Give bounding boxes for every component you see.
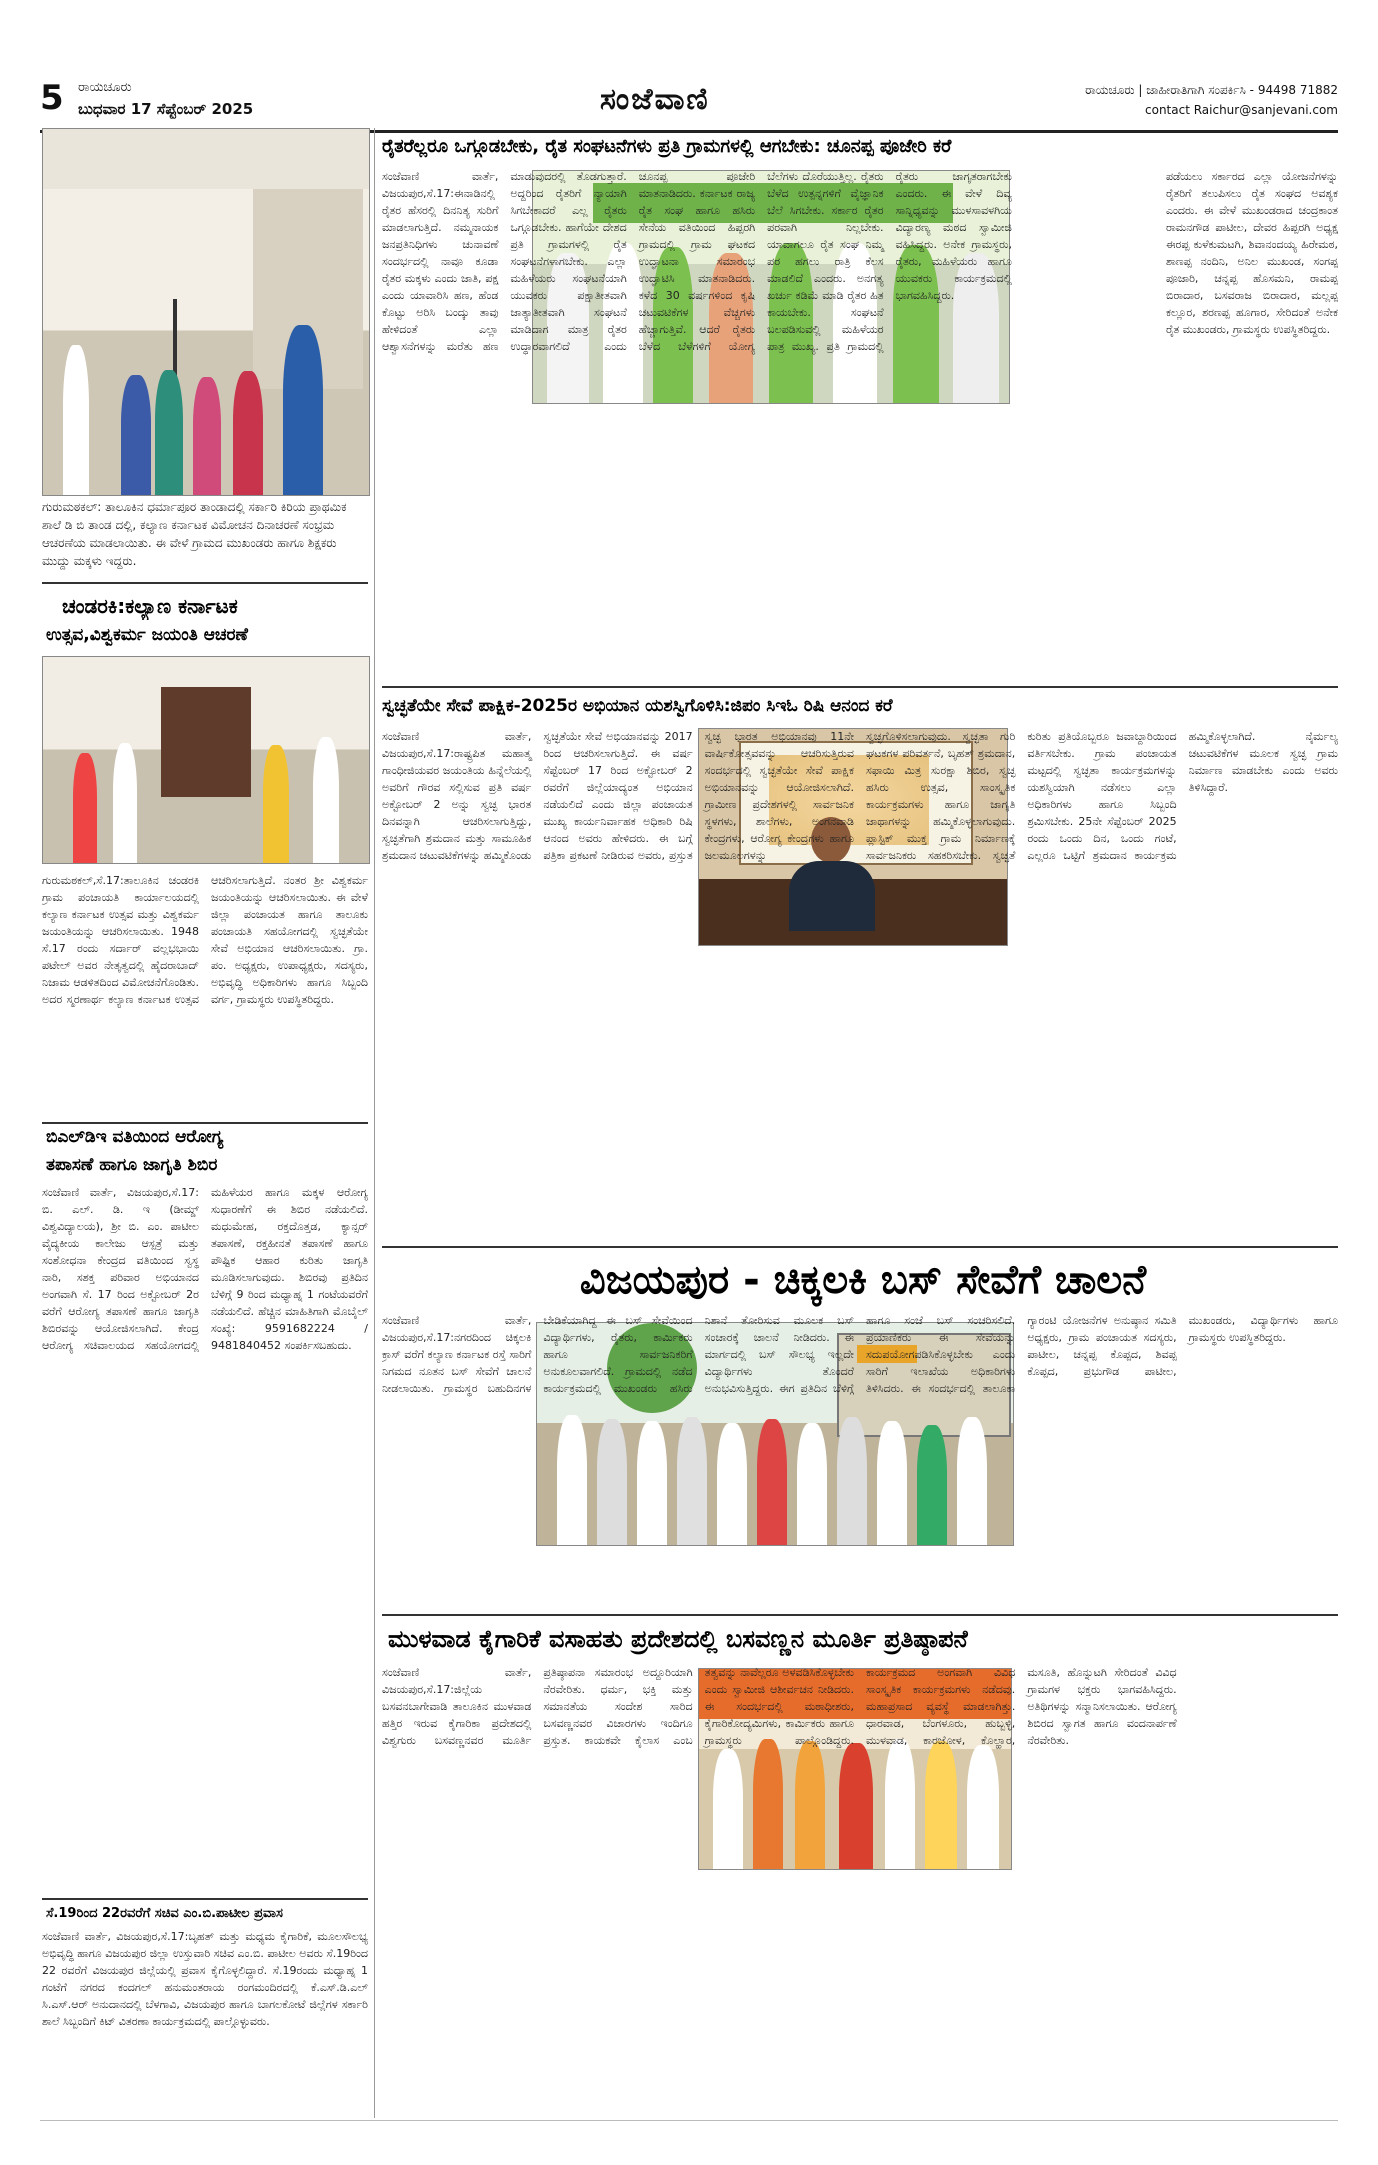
story4-headline: ಸೆ.19ರಿಂದ 22ರವರೆಗೆ ಸಚಿವ ಎಂ.ಬಿ.ಪಾಟೀಲ ಪ್ರವಾಸ [46, 1906, 283, 1921]
story4-body: ಸಂಜೆವಾಣಿ ವಾರ್ತೆ, ವಿಜಯಪುರ,ಸೆ.17:ಬೃಹತ್ ಮತ್ತು ಮಧ್ಯಮ ಕೈಗಾರಿಕೆ, ಮೂಲಸೌಲಭ್ಯ ಅಭಿವೃದ್ಧಿ ಹಾಗೂ ವಿಜಯಪುರ ಜಿಲ್ಲಾ ಉಸ್ತುವಾರಿ ಸಚಿವ ಎಂ.ಬಿ. ಪಾಟೀಲ ಅವರು ಸೆ.19ರಿಂದ 22 ರವರೆಗೆ ವಿಜಯಪುರ ಜಿಲ್ಲೆಯಲ್ಲಿ ಪ್ರವಾಸ ಕೈಗೊಳ್ಳಲಿದ್ದಾರೆ. ಸೆ.19ರಂದು ಮಧ್ಯಾಹ್ನ 1 ಗಂಟೆಗೆ ನಗರದ ಕಂದಗಲ್ ಹನುಮಂತರಾಯ ರಂಗಮಂದಿರದಲ್ಲಿ ಕೆ.ಎಸ್.ಡಿ.ಎಲ್ ಸಿ.ಎಸ್.ಆರ್ ಅನುದಾನದಲ್ಲಿ ಬೆಳಗಾವಿ, ವಿಜಯಪುರ ಹಾಗೂ ಬಾಗಲಕೋಟೆ ಜಿಲ್ಲೆಗಳ ಸರ್ಕಾರಿ ಶಾಲೆ ಸಿಬ್ಬಂದಿಗೆ ಕಿಟ್ ವಿತರಣಾ ಕಾರ್ಯಕ್ರಮದಲ್ಲಿ ಪಾಲ್ಗೊಳ್ಳುವರು. [42, 1930, 368, 2028]
photo-chandaraki [42, 656, 370, 864]
masthead-logo [600, 78, 710, 122]
photo1-caption: ಗುರುಮಠಕಲ್: ತಾಲೂಕಿನ ಧರ್ಮಾಪೂರ ತಾಂಡಾದಲ್ಲಿ ಸರ್ಕಾರಿ ಕಿರಿಯ ಪ್ರಾಥಮಿಕ ಶಾಲೆ ಡಿ ಬಿ ತಾಂಡ ದಲ್ಲಿ, ಕಲ್ಯಾಣ ಕರ್ನಾಟಕ ವಿಮೋಚನ ದಿನಾಚರಣೆ ಸಂಭ್ರಮ ಆಚರಣೆಯ ಮಾಡಲಾಯಿತು. ಈ ವೇಳೆ ಗ್ರಾಮದ ಮುಖಂಡರು ಹಾಗೂ ಶಿಕ್ಷಕರು ಮುದ್ದು ಮಕ್ಕಳು ಇದ್ದರು. [42, 500, 347, 568]
page-number: 5 [40, 78, 64, 118]
story5-headline: ಸ್ವಚ್ಛತೆಯೇ ಸೇವೆ ಪಾಕ್ಷಿಕ-2025ರ ಅಭಿಯಾನ ಯಶಸ್ವಿಗೊಳಿಸಿ:ಜಿಪಂ ಸಿಇಓ ರಿಷಿ ಆನಂದ ಕರೆ [382, 696, 893, 716]
photo-school-event [42, 128, 370, 496]
story3-body: ಸಂಜೆವಾಣಿ ವಾರ್ತೆ, ವಿಜಯಪುರ,ಸೆ.17: ಬಿ. ಎಲ್. ಡಿ. ಇ (ಡೀಮ್ಡ್ ವಿಶ್ವವಿದ್ಯಾಲಯ), ಶ್ರೀ ಬಿ. ಎಂ. ಪಾಟೀಲ ವೈದ್ಯಕೀಯ ಕಾಲೇಜು ಆಸ್ಪತ್ರೆ ಮತ್ತು ಸಂಶೋಧನಾ ಕೇಂದ್ರದ ವತಿಯಿಂದ ಸ್ವಸ್ಥ ನಾರಿ, ಸಶಕ್ತ ಪರಿವಾರ ಅಭಿಯಾನದ ಅಂಗವಾಗಿ ಸೆ. 17 ರಿಂದ ಅಕ್ಟೋಬರ್ 2ರ ವರೆಗೆ ಆರೋಗ್ಯ ತಪಾಸಣೆ ಹಾಗೂ ಜಾಗೃತಿ ಶಿಬಿರವನ್ನು ಆಯೋಜಿಸಲಾಗಿದೆ. ಕೇಂದ್ರ ಆರೋಗ್ಯ ಸಚಿವಾಲಯದ ಸಹಯೋಗದಲ್ಲಿ ಮಹಿಳೆಯರ ಹಾಗೂ ಮಕ್ಕಳ ಆರೋಗ್ಯ ಸುಧಾರಣೆಗೆ ಈ ಶಿಬಿರ ನಡೆಯಲಿದೆ. ಮಧುಮೇಹ, ರಕ್ತದೊತ್ತಡ, ಕ್ಯಾನ್ಸರ್ ತಪಾಸಣೆ, ರಕ್ತಹೀನತೆ ತಪಾಸಣೆ ಹಾಗೂ ಪೌಷ್ಟಿಕ ಆಹಾರ ಕುರಿತು ಜಾಗೃತಿ ಮೂಡಿಸಲಾಗುವುದು. ಶಿಬಿರವು ಪ್ರತಿದಿನ ಬೆಳಿಗ್ಗೆ 9 ರಿಂದ ಮಧ್ಯಾಹ್ನ 1 ಗಂಟೆಯವರೆಗೆ ನಡೆಯಲಿದೆ. ಹೆಚ್ಚಿನ ಮಾಹಿತಿಗಾಗಿ ಮೊಬೈಲ್ ಸಂಖ್ಯೆ: 9591682224 / 9481840452 ಸಂಪರ್ಕಿಸಬಹುದು. [42, 1186, 368, 1352]
story1-headline: ರೈತರೆಲ್ಲರೂ ಒಗ್ಗೂಡಬೇಕು, ರೈತ ಸಂಘಟನೆಗಳು ಪ್ರತಿ ಗ್ರಾಮಗಳಲ್ಲಿ ಆಗಬೇಕು: ಚೂನಪ್ಪ ಪೂಜೇರಿ ಕರೆ [382, 136, 952, 157]
story2-headline-1: ಚಂಡರಕಿ:ಕಲ್ಯಾಣ ಕರ್ನಾಟಕ [62, 594, 238, 618]
story2-body: ಗುರುಮಠಕಲ್,ಸೆ.17:ತಾಲೂಕಿನ ಚಂಡರಕಿ ಗ್ರಾಮ ಪಂಚಾಯತಿ ಕಾರ್ಯಾಲಯದಲ್ಲಿ ಕಲ್ಯಾಣ ಕರ್ನಾಟಕ ಉತ್ಸವ ಮತ್ತು ವಿಶ್ವಕರ್ಮ ಜಯಂತಿಯನ್ನು ಆಚರಿಸಲಾಯಿತು. 1948 ಸೆ.17 ರಂದು ಸರ್ದಾರ್ ವಲ್ಲಭಭಾಯಿ ಪಟೇಲ್ ಅವರ ನೇತೃತ್ವದಲ್ಲಿ ಹೈದರಾಬಾದ್ ನಿಜಾಮ ಆಡಳಿತದಿಂದ ವಿಮೋಚನೆಗೊಂಡಿತು. ಅದರ ಸ್ಮರಣಾರ್ಥ ಕಲ್ಯಾಣ ಕರ್ನಾಟಕ ಉತ್ಸವ ಆಚರಿಸಲಾಗುತ್ತಿದೆ. ನಂತರ ಶ್ರೀ ವಿಶ್ವಕರ್ಮ ಜಯಂತಿಯನ್ನು ಆಚರಿಸಲಾಯಿತು. ಈ ವೇಳೆ ಜಿಲ್ಲಾ ಪಂಚಾಯತ ಹಾಗೂ ತಾಲೂಕು ಪಂಚಾಯತಿ ಸಹಯೋಗದಲ್ಲಿ ಸ್ವಚ್ಛತೆಯೇ ಸೇವೆ ಅಭಿಯಾನ ಆಚರಿಸಲಾಯಿತು. ಗ್ರಾ. ಪಂ. ಅಧ್ಯಕ್ಷರು, ಉಪಾಧ್ಯಕ್ಷರು, ಸದಸ್ಯರು, ಅಭಿವೃದ್ಧಿ ಅಧಿಕಾರಿಗಳು ಹಾಗೂ ಸಿಬ್ಬಂದಿ ವರ್ಗ, ಗ್ರಾಮಸ್ಥರು ಉಪಸ್ಥಿತರಿದ್ದರು. [42, 874, 368, 1006]
story7-headline: ಮುಳವಾಡ ಕೈಗಾರಿಕೆ ವಸಾಹತು ಪ್ರದೇಶದಲ್ಲಿ ಬಸವಣ್ಣನ ಮೂರ್ತಿ ಪ್ರತಿಷ್ಠಾಪನೆ [388, 1625, 968, 1653]
header-contact [1085, 80, 1338, 120]
story6-headline: ವಿಜಯಪುರ - ಚಿಕ್ಕಲಕಿ ಬಸ್ ಸೇವೆಗೆ ಚಾಲನೆ [579, 1257, 1147, 1303]
story3-headline-2: ತಪಾಸಣೆ ಹಾಗೂ ಜಾಗೃತಿ ಶಿಬಿರ [46, 1155, 218, 1175]
story1-body: ಸಂಜೆವಾಣಿ ವಾರ್ತೆ, ವಿಜಯಪುರ,ಸೆ.17:ಈನಾಡಿನಲ್ಲಿ ರೈತರ ಹೆಸರಲ್ಲಿ ದಿನನಿತ್ಯ ಸುರಿಗೆ ಮಾಡಲಾಗುತ್ತಿದೆ. ನಮ್ಮನಾಯಕ ಜನಪ್ರತಿನಿಧಿಗಳು ಚುನಾವಣೆ ಸಂದರ್ಭದಲ್ಲಿ ನಾವೂ ಕೂಡಾ ರೈತರ ಮಕ್ಕಳು ಎಂದು ಜಾತಿ, ಪಕ್ಷ ಎಂದು ಯಾವಾರಿಸಿ ಹಣ, ಹೆಂಡ ಕೊಟ್ಟು ಅರಿಸಿ ಬಂದ್ಕು ತಾವು ಹೇಳಿದಂತೆ ಎಲ್ಲಾ ಆಶ್ವಾಸನೆಗಳನ್ನು ಮರೆತು ಹಣ ಮಾಡುವುದರಲ್ಲಿ ತೊಡಗುತ್ತಾರೆ. ಅದ್ದರಿಂದ ರೈತರಿಗೆ ನ್ಯಾಯಾಗಿ ಸಿಗಬೇಕಾದರೆ ಎಲ್ಲ ರೈತರು ಒಗ್ಗೂಡಬೇಕು. ಹಾಗೆಯೇ ದೇಶದ ಪ್ರತಿ ಗ್ರಾಮಗಳಲ್ಲಿ ರೈತ ಸಂಘಟನೆಗಳಾಗಬೇಕು. ಎಲ್ಲಾ ಮಹಿಳೆಯರು ಸಂಘಟನೆಯಾಗಿ ಯುವಕರು ಪಕ್ಷಾತೀತವಾಗಿ ಜಾತ್ಯಾತೀತವಾಗಿ ಸಂಘಟನೆ ಮಾಡಿದಾಗ ಮಾತ್ರ ರೈತರ ಉದ್ಧಾರವಾಗಲಿದೆ ಎಂದು ಚೂನಪ್ಪ ಪೂಜೇರಿ ಮಾತನಾಡಿದರು. ಕರ್ನಾಟಕ ರಾಜ್ಯ ರೈತ ಸಂಘ ಹಾಗೂ ಹಸಿರು ಸೇನೆಯ ವತಿಯಿಂದ ಹಿಪ್ಪರಗಿ ಗ್ರಾಮದಲ್ಲಿ ಗ್ರಾಮ ಘಟಕದ ಉದ್ಘಾಟನಾ ಸಮಾರಂಭ ಉದ್ಘಾಟಿಸಿ ಮಾತನಾಡಿದರು. ಕಳೆದ 30 ವರ್ಷಗಳಿಂದ ಕೃಷಿ ಚಟುವಟಿಕೆಗಳ ವೆಚ್ಚಗಳು ಹೆಚ್ಚಾಗುತ್ತಿವೆ. ಆದರೆ ರೈತರು ಬೆಳೆದ ಬೆಳೆಗಳಿಗೆ ಯೋಗ್ಯ ಬೆಲೆಗಳು ದೊರೆಯುತ್ತಿಲ್ಲ. ರೈತರು ಬೆಳೆದ ಉತ್ಪನ್ನಗಳಿಗೆ ವೈಜ್ಞಾನಿಕ ಬೆಲೆ ಸಿಗಬೇಕು. ಸರ್ಕಾರ ರೈತರ ಪರವಾಗಿ ನಿಲ್ಲಬೇಕು. ಯಾವಾಗಲೂ ರೈತ ಸಂಘ ನಿಮ್ಮ ಪರ ಹಗಲು ರಾತ್ರಿ ಕೆಲಸ ಮಾಡಲಿದೆ ಎಂದರು. ಅನಗತ್ಯ ಖರ್ಚು ಕಡಿಮೆ ಮಾಡಿ ರೈತರ ಹಿತ ಕಾಯಬೇಕು. ಸಂಘಟನೆ ಬಲಪಡಿಸುವಲ್ಲಿ ಮಹಿಳೆಯರ ಪಾತ್ರ ಮುಖ್ಯ. ಪ್ರತಿ ಗ್ರಾಮದಲ್ಲಿ ರೈತರು ಜಾಗೃತರಾಗಬೇಕು ಎಂದರು. ಈ ವೇಳೆ ದಿವ್ಯ ಸಾನ್ನಿಧ್ಯವನ್ನು ಮುಳಸಾವಳಗಿಯ ವಿದ್ಯಾರಣ್ಯ ಮಠದ ಸ್ವಾಮೀಜಿ ವಹಿಸಿದ್ದರು. ಅನೇಕ ಗ್ರಾಮಸ್ಥರು, ರೈತರು, ಮಹಿಳೆಯರು ಹಾಗೂ ಯುವಕರು ಕಾರ್ಯಕ್ರಮದಲ್ಲಿ ಭಾಗವಹಿಸಿದ್ದರು. [382, 170, 1012, 353]
story2-headline-2: ಉತ್ಸವ,ವಿಶ್ವಕರ್ಮ ಜಯಂತಿ ಆಚರಣೆ [46, 625, 248, 645]
masthead-title: ಸಂಜೆವಾಣಿ [600, 82, 710, 117]
issue-date: ಬುಧವಾರ 17 ಸೆಪ್ಟೆಂಬರ್ 2025 [78, 100, 254, 118]
story1-side-body: ಪಡೆಯಲು ಸರ್ಕಾರದ ಎಲ್ಲಾ ಯೋಜನೆಗಳನ್ನು ರೈತರಿಗೆ ತಲುಪಿಸಲು ರೈತ ಸಂಘದ ಅವಶ್ಯಕ ಎಂದರು. ಈ ವೇಳೆ ಮುಖಂಡರಾದ ಚಂದ್ರಕಾಂತ ರಾಮನಗೌಡ ಪಾಟೀಲ, ದೇವರ ಹಿಪ್ಪರಗಿ ಅಧ್ಯಕ್ಷ ಈರಪ್ಪ ಕುಳೆಕುಮಟಗಿ, ಶಿವಾನಂದಯ್ಯ ಹಿರೇಮಠ, ಶಾಣಪ್ಪ ನಂದಿನಿ, ಅನಿಲ ಮುಖಂಡ, ಸಂಗಪ್ಪ ಪೂಜಾರಿ, ಚನ್ನಪ್ಪ ಹೊಸಮನಿ, ರಾಮಪ್ಪ ಬಿರಾದಾರ, ಬಸವರಾಜ ಬಿರಾದಾರ, ಮಲ್ಲಪ್ಪ ಕಲ್ಲೂರ, ಶರಣಪ್ಪ ಹೂಗಾರ, ಸೇರಿದಂತೆ ಅನೇಕ ರೈತ ಮುಖಂಡರು, ಗ್ರಾಮಸ್ಥರು ಉಪಸ್ಥಿತರಿದ್ದರು. [1166, 170, 1338, 336]
masthead-bar [40, 78, 1338, 133]
story7-body: ಸಂಜೆವಾಣಿ ವಾರ್ತೆ, ವಿಜಯಪುರ,ಸೆ.17:ಜಿಲ್ಲೆಯ ಬಸವನಬಾಗೇವಾಡಿ ತಾಲೂಕಿನ ಮುಳವಾಡ ಹತ್ತಿರ ಇರುವ ಕೈಗಾರಿಕಾ ಪ್ರದೇಶದಲ್ಲಿ ವಿಶ್ವಗುರು ಬಸವಣ್ಣನವರ ಮೂರ್ತಿ ಪ್ರತಿಷ್ಠಾಪನಾ ಸಮಾರಂಭ ಅದ್ದೂರಿಯಾಗಿ ನೆರವೇರಿತು. ಧರ್ಮ, ಭಕ್ತಿ ಮತ್ತು ಸಮಾನತೆಯ ಸಂದೇಶ ಸಾರಿದ ಬಸವಣ್ಣನವರ ವಿಚಾರಗಳು ಇಂದಿಗೂ ಪ್ರಸ್ತುತ. ಕಾಯಕವೇ ಕೈಲಾಸ ಎಂಬ ತತ್ವವನ್ನು ನಾವೆಲ್ಲರೂ ಅಳವಡಿಸಿಕೊಳ್ಳಬೇಕು ಎಂದು ಸ್ವಾಮೀಜಿ ಆಶೀರ್ವಚನ ನೀಡಿದರು. ಈ ಸಂದರ್ಭದಲ್ಲಿ ಮಠಾಧೀಶರು, ಕೈಗಾರಿಕೋದ್ಯಮಿಗಳು, ಕಾರ್ಮಿಕರು ಹಾಗೂ ಗ್ರಾಮಸ್ಥರು ಪಾಲ್ಗೊಂಡಿದ್ದರು. ಕಾರ್ಯಕ್ರಮದ ಅಂಗವಾಗಿ ವಿವಿಧ ಸಾಂಸ್ಕೃತಿಕ ಕಾರ್ಯಕ್ರಮಗಳು ನಡೆದವು. ಮಹಾಪ್ರಸಾದ ವ್ಯವಸ್ಥೆ ಮಾಡಲಾಗಿತ್ತು. ಧಾರವಾಡ, ಬೆಂಗಳೂರು, ಹುಬ್ಬಳ್ಳಿ, ಮುಳವಾಡ, ಕಾರಜೋಳ, ಕೊಲ್ಹಾರ, ಮಸೂತಿ, ಹೊನ್ನುಟಗಿ ಸೇರಿದಂತೆ ವಿವಿಧ ಗ್ರಾಮಗಳ ಭಕ್ತರು ಭಾಗವಹಿಸಿದ್ದರು. ಅತಿಥಿಗಳನ್ನು ಸನ್ಮಾನಿಸಲಾಯಿತು. ಆರೋಗ್ಯ ಶಿಬಿರದ ಸ್ವಾಗತ ಹಾಗೂ ವಂದನಾರ್ಪಣೆ ನೆರವೇರಿತು. [382, 1666, 1177, 1747]
email-line: contact Raichur@sanjevani.com [1145, 103, 1338, 117]
ad-contact-line: ರಾಯಚೂರು | ಜಾಹೀರಾತಿಗಾಗಿ ಸಂಪರ್ಕಿಸಿ - 94498 71882 [1085, 83, 1338, 97]
story6-body: ಸಂಜೆವಾಣಿ ವಾರ್ತೆ, ವಿಜಯಪುರ,ಸೆ.17:ನಗರದಿಂದ ಚಿಕ್ಕಲಕಿ ಕ್ರಾಸ್ ವರೆಗೆ ಕಲ್ಯಾಣ ಕರ್ನಾಟಕ ರಸ್ತೆ ಸಾರಿಗೆ ನಿಗಮದ ನೂತನ ಬಸ್ ಸೇವೆಗೆ ಚಾಲನೆ ನೀಡಲಾಯಿತು. ಗ್ರಾಮಸ್ಥರ ಬಹುದಿನಗಳ ಬೇಡಿಕೆಯಾಗಿದ್ದ ಈ ಬಸ್ ಸೇವೆಯಿಂದ ವಿದ್ಯಾರ್ಥಿಗಳು, ರೈತರು, ಕಾರ್ಮಿಕರು ಹಾಗೂ ಸಾರ್ವಜನಿಕರಿಗೆ ಅನುಕೂಲವಾಗಲಿದೆ. ಗ್ರಾಮದಲ್ಲಿ ನಡೆದ ಕಾರ್ಯಕ್ರಮದಲ್ಲಿ ಮುಖಂಡರು ಹಸಿರು ನಿಶಾನೆ ತೋರಿಸುವ ಮೂಲಕ ಬಸ್ ಸಂಚಾರಕ್ಕೆ ಚಾಲನೆ ನೀಡಿದರು. ಈ ಮಾರ್ಗದಲ್ಲಿ ಬಸ್ ಸೌಲಭ್ಯ ಇಲ್ಲದೇ ವಿದ್ಯಾರ್ಥಿಗಳು ತೊಂದರೆ ಅನುಭವಿಸುತ್ತಿದ್ದರು. ಈಗ ಪ್ರತಿದಿನ ಬೆಳಿಗ್ಗೆ ಹಾಗೂ ಸಂಜೆ ಬಸ್ ಸಂಚರಿಸಲಿದೆ. ಪ್ರಯಾಣಿಕರು ಈ ಸೇವೆಯನ್ನು ಸದುಪಯೋಗಪಡಿಸಿಕೊಳ್ಳಬೇಕು ಎಂದು ಸಾರಿಗೆ ಇಲಾಖೆಯ ಅಧಿಕಾರಿಗಳು ತಿಳಿಸಿದರು. ಈ ಸಂದರ್ಭದಲ್ಲಿ ತಾಲೂಕಾ ಗ್ಯಾರಂಟಿ ಯೋಜನೆಗಳ ಅನುಷ್ಠಾನ ಸಮಿತಿ ಅಧ್ಯಕ್ಷರು, ಗ್ರಾಮ ಪಂಚಾಯತ ಸದಸ್ಯರು, ಪಾಟೀಲ, ಚನ್ನಪ್ಪ ಕೊಪ್ಪದ, ಶಿವಪ್ಪ ಕೊಪ್ಪದ, ಪ್ರಭುಗೌಡ ಪಾಟೀಲ, ಮುಖಂಡರು, ವಿದ್ಯಾರ್ಥಿಗಳು ಹಾಗೂ ಗ್ರಾಮಸ್ಥರು ಉಪಸ್ಥಿತರಿದ್ದರು. [382, 1314, 1338, 1395]
story3-headline-1: ಬಿಎಲ್‌ಡಿಇ ವತಿಯಿಂದ ಆರೋಗ್ಯ [46, 1127, 224, 1147]
story5-body: ಸಂಜೆವಾಣಿ ವಾರ್ತೆ, ವಿಜಯಪುರ,ಸೆ.17:ರಾಷ್ಟ್ರಪಿತ ಮಹಾತ್ಮ ಗಾಂಧೀಜಿಯವರ ಜಯಂತಿಯ ಹಿನ್ನೆಲೆಯಲ್ಲಿ ಅವರಿಗೆ ಗೌರವ ಸಲ್ಲಿಸುವ ಪ್ರತಿ ವರ್ಷ ಅಕ್ಟೋಬರ್ 2 ಅನ್ನು ಸ್ವಚ್ಛ ಭಾರತ ದಿನವನ್ನಾಗಿ ಆಚರಿಸಲಾಗುತ್ತಿದ್ದು, ಸ್ವಚ್ಛತೆಗಾಗಿ ಶ್ರಮದಾನ ಮತ್ತು ಸಾಮೂಹಿಕ ಶ್ರಮದಾನ ಚಟುವಟಿಕೆಗಳನ್ನು ಹಮ್ಮಿಕೊಂಡು ಸ್ವಚ್ಛತೆಯೇ ಸೇವೆ ಅಭಿಯಾನವನ್ನು 2017 ರಿಂದ ಆಚರಿಸಲಾಗುತ್ತಿದೆ. ಈ ವರ್ಷ ಸೆಪ್ಟೆಂಬರ್ 17 ರಿಂದ ಅಕ್ಟೋಬರ್ 2 ರವರೆಗೆ ಜಿಲ್ಲೆಯಾದ್ಯಂತ ಅಭಿಯಾನ ನಡೆಯಲಿದೆ ಎಂದು ಜಿಲ್ಲಾ ಪಂಚಾಯತ ಮುಖ್ಯ ಕಾರ್ಯನಿರ್ವಾಹಕ ಅಧಿಕಾರಿ ರಿಷಿ ಆನಂದ ಅವರು ಹೇಳಿದರು. ಈ ಬಗ್ಗೆ ಪತ್ರಿಕಾ ಪ್ರಕಟಣೆ ನೀಡಿರುವ ಅವರು, ಪ್ರಸ್ತುತ ಸ್ವಚ್ಛ ಭಾರತ ಅಭಿಯಾನವು 11ನೇ ವಾರ್ಷಿಕೋತ್ಸವವನ್ನು ಆಚರಿಸುತ್ತಿರುವ ಸಂದರ್ಭದಲ್ಲಿ ಸ್ವಚ್ಛತೆಯೇ ಸೇವೆ ಪಾಕ್ಷಿಕ ಅಭಿಯಾನವನ್ನು ಆಯೋಜಿಸಲಾಗಿದೆ. ಗ್ರಾಮೀಣ ಪ್ರದೇಶಗಳಲ್ಲಿ ಸಾರ್ವಜನಿಕ ಸ್ಥಳಗಳು, ಶಾಲೆಗಳು, ಅಂಗನವಾಡಿ ಕೇಂದ್ರಗಳು, ಆರೋಗ್ಯ ಕೇಂದ್ರಗಳು ಹಾಗೂ ಜಲಮೂಲಗಳನ್ನು ಸ್ವಚ್ಛಗೊಳಿಸಲಾಗುವುದು. ಸ್ವಚ್ಛತಾ ಗುರಿ ಘಟಕಗಳ ಪರಿವರ್ತನೆ, ಬೃಹತ್ ಶ್ರಮದಾನ, ಸಫಾಯಿ ಮಿತ್ರ ಸುರಕ್ಷಾ ಶಿಬಿರ, ಸ್ವಚ್ಛ ಹಸಿರು ಉತ್ಸವ, ಸಾಂಸ್ಕೃತಿಕ ಕಾರ್ಯಕ್ರಮಗಳು ಹಾಗೂ ಜಾಗೃತಿ ಜಾಥಾಗಳನ್ನು ಹಮ್ಮಿಕೊಳ್ಳಲಾಗುವುದು. ಪ್ಲಾಸ್ಟಿಕ್ ಮುಕ್ತ ಗ್ರಾಮ ನಿರ್ಮಾಣಕ್ಕೆ ಸಾರ್ವಜನಿಕರು ಸಹಕರಿಸಬೇಕು. ಸ್ವಚ್ಛತೆ ಕುರಿತು ಪ್ರತಿಯೊಬ್ಬರೂ ಜವಾಬ್ದಾರಿಯಿಂದ ವರ್ತಿಸಬೇಕು. ಗ್ರಾಮ ಪಂಚಾಯತ ಮಟ್ಟದಲ್ಲಿ ಸ್ವಚ್ಛತಾ ಕಾರ್ಯಕ್ರಮಗಳನ್ನು ಯಶಸ್ವಿಯಾಗಿ ನಡೆಸಲು ಎಲ್ಲಾ ಅಧಿಕಾರಿಗಳು ಹಾಗೂ ಸಿಬ್ಬಂದಿ ಶ್ರಮಿಸಬೇಕು. 25ನೇ ಸೆಪ್ಟೆಂಬರ್ 2025 ರಂದು ಒಂದು ದಿನ, ಒಂದು ಗಂಟೆ, ಎಲ್ಲರೂ ಒಟ್ಟಿಗೆ ಶ್ರಮದಾನ ಕಾರ್ಯಕ್ರಮ ಹಮ್ಮಿಕೊಳ್ಳಲಾಗಿದೆ. ನೈರ್ಮಲ್ಯ ಚಟುವಟಿಕೆಗಳ ಮೂಲಕ ಸ್ವಚ್ಛ ಗ್ರಾಮ ನಿರ್ಮಾಣ ಮಾಡಬೇಕು ಎಂದು ಅವರು ತಿಳಿಸಿದ್ದಾರೆ. [382, 730, 1338, 862]
edition-city: ರಾಯಚೂರು [78, 80, 132, 95]
